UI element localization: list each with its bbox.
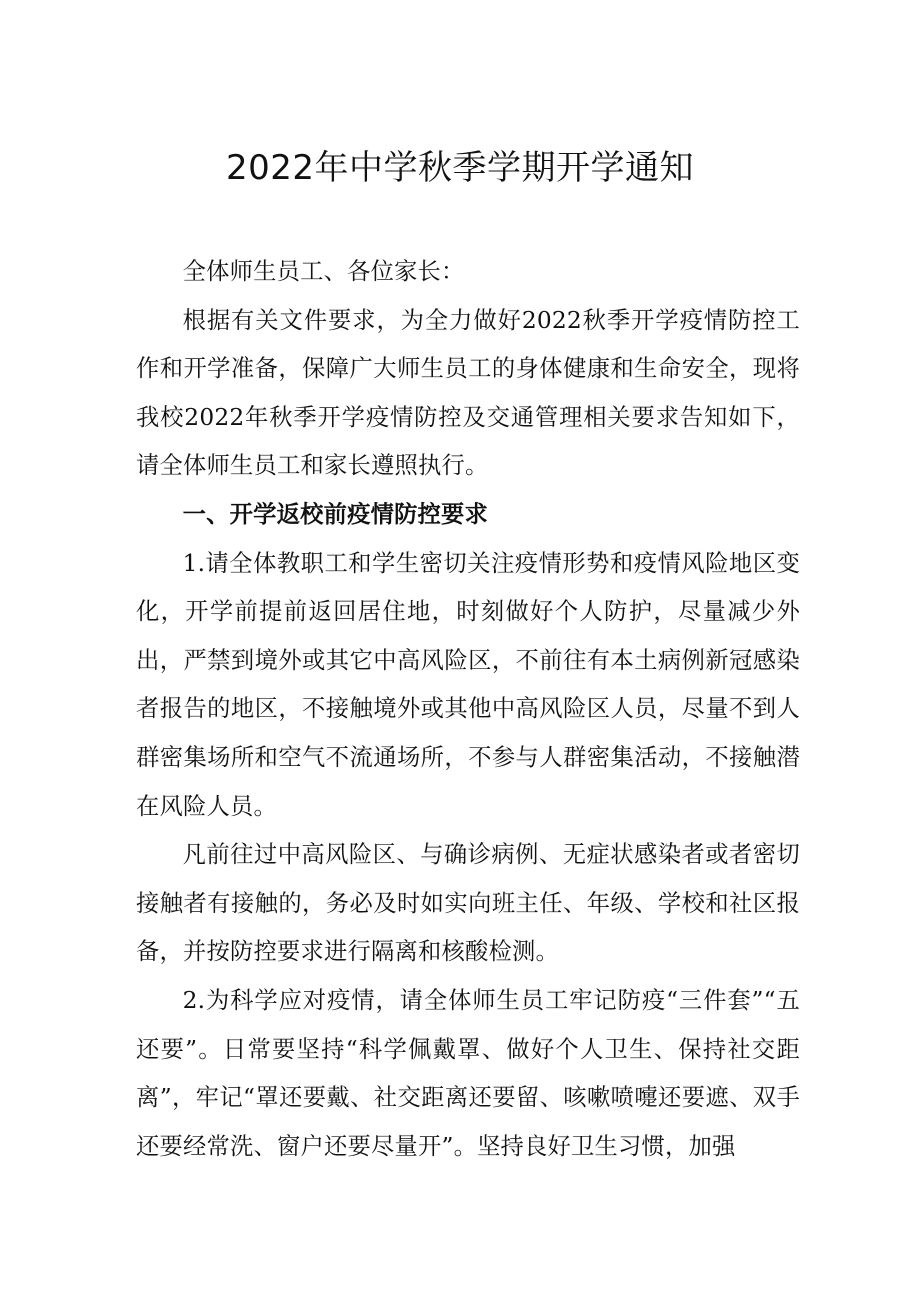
intro-paragraph: 根据有关文件要求，为全力做好2022秋季开学疫情防控工作和开学准备，保障广大师生员工的身体健康和生命安全，现将我校2022年秋季开学疫情防控及交通管理相关要求告知如下，请全体师生员工和家长遵照执行。 (136, 306, 800, 480)
item-1-paragraph: 1.请全体教职工和学生密切关注疫情形势和疫情风险地区变化，开学前提前返回居住地，时刻做好个人防护，尽量减少外出，严禁到境外或其它中高风险区，不前往有本土病例新冠感染者报告的地区，不接触境外或其他中高风险区人员，尽量不到人群密集场所和空气不流通场所，不参与人群密集活动，不接触潜在风险人员。 (136, 549, 800, 820)
salutation: 全体师生员工、各位家长： (182, 258, 465, 285)
document-title: 2022年中学秋季学期开学通知 (225, 148, 695, 188)
section-heading-1: 一、开学返校前疫情防控要求 (182, 500, 489, 528)
document-body (136, 248, 800, 1171)
item-2-paragraph: 2.为科学应对疫情，请全体师生员工牢记防疫“三件套”“五还要”。日常要坚持“科学佩戴罩、做好个人卫生、保持社交距离”，牢记“罩还要戴、社交距离还要留、咳嗽喷嚏还要遮、双手还要经常洗、窗户还要尽量开”。坚持良好卫生习惯，加强 (136, 986, 800, 1160)
item-1-note-paragraph: 凡前往过中高风险区、与确诊病例、无症状感染者或者密切接触者有接触的，务必及时如实向班主任、年级、学校和社区报备，并按防控要求进行隔离和核酸检测。 (136, 841, 800, 966)
